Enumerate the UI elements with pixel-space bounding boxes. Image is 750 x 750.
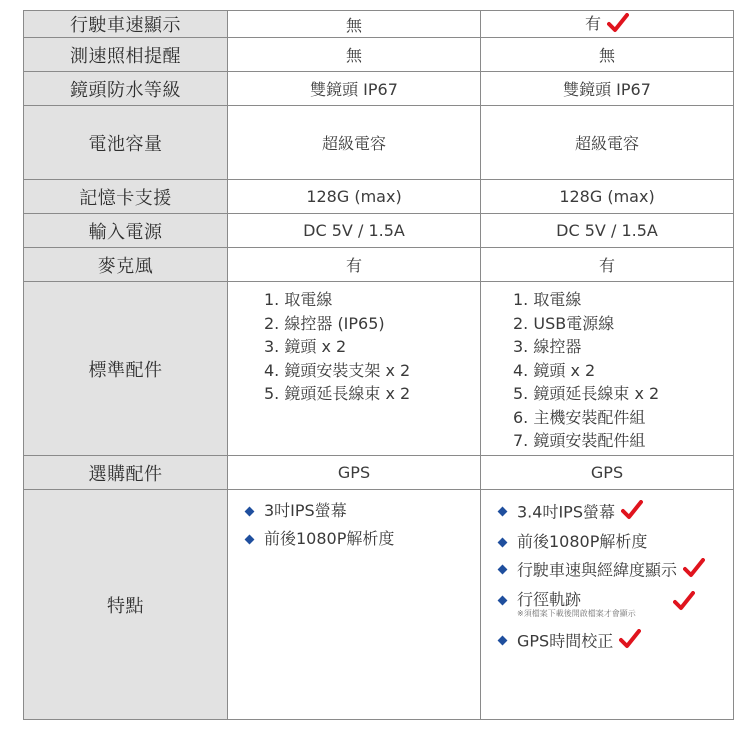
- mid-speed-camera: 無: [228, 38, 481, 72]
- feature-item: [244, 500, 480, 522]
- check-icon: [621, 500, 643, 526]
- diamond-bullet-icon: [498, 565, 508, 575]
- mid-mic: 有: [228, 248, 481, 282]
- mid-memory: 128G (max): [228, 180, 481, 214]
- feature-text: 行徑軌跡: [517, 590, 582, 609]
- check-icon: [673, 591, 695, 617]
- right-mic: 有: [481, 248, 734, 282]
- feature-text: 行駛車速與經緯度顯示: [517, 560, 678, 580]
- label-standard-accessories: 標準配件: [24, 282, 228, 456]
- mid-waterproof: 雙鏡頭 IP67: [228, 72, 481, 106]
- list-item: 7. 鏡頭安裝配件組: [513, 431, 646, 450]
- list-item: 3. 線控器: [513, 337, 582, 356]
- right-speed-display: 有: [584, 14, 601, 34]
- row-speed-camera: [24, 38, 734, 72]
- list-item: 5. 鏡頭延長線束 x 2: [264, 384, 411, 403]
- row-optional-accessories: [24, 456, 734, 490]
- feature-item: [497, 629, 733, 655]
- spec-comparison-table: [23, 10, 734, 720]
- row-mic: [24, 248, 734, 282]
- feature-text: 3吋IPS螢幕: [264, 501, 347, 520]
- label-features: 特點: [24, 490, 228, 720]
- mid-accessory-list: [264, 282, 480, 406]
- feature-item: [497, 558, 733, 584]
- list-item: 2. 線控器 (IP65): [264, 313, 385, 333]
- right-features: [481, 490, 734, 720]
- row-features: [24, 490, 734, 720]
- feature-text: 前後1080P解析度: [264, 529, 395, 548]
- label-mic: 麥克風: [24, 248, 228, 282]
- list-item: 1. 取電線: [513, 290, 582, 309]
- mid-standard-accessories: [228, 282, 481, 456]
- mid-features: [228, 490, 481, 720]
- label-battery: 電池容量: [24, 106, 228, 180]
- row-speed-display: [24, 11, 734, 38]
- feature-text: 前後1080P解析度: [517, 532, 648, 551]
- feature-text: GPS時間校正: [517, 631, 614, 651]
- list-item: 4. 鏡頭安裝支架 x 2: [264, 360, 411, 380]
- right-speed-display-cell: [481, 11, 734, 38]
- diamond-bullet-icon: [498, 596, 508, 606]
- diamond-bullet-icon: [245, 535, 255, 545]
- check-icon: [607, 13, 629, 37]
- right-memory: 128G (max): [481, 180, 734, 214]
- row-standard-accessories: [24, 282, 734, 456]
- right-battery: 超級電容: [481, 106, 734, 180]
- list-item: 4. 鏡頭 x 2: [513, 360, 596, 380]
- right-speed-camera: 無: [481, 38, 734, 72]
- right-standard-accessories: [481, 282, 734, 456]
- label-optional-accessories: 選購配件: [24, 456, 228, 490]
- right-optional-accessories: GPS: [481, 456, 734, 490]
- check-icon: [683, 558, 705, 584]
- right-power: DC 5V / 1.5A: [481, 214, 734, 248]
- row-memory: [24, 180, 734, 214]
- label-memory: 記憶卡支援: [24, 180, 228, 214]
- right-feature-list: [481, 490, 733, 655]
- label-speed-camera: 測速照相提醒: [24, 38, 228, 72]
- list-item: 1. 取電線: [264, 290, 333, 309]
- diamond-bullet-icon: [498, 636, 508, 646]
- label-speed-display: 行駛車速顯示: [24, 11, 228, 38]
- row-power: [24, 214, 734, 248]
- right-accessory-list: [513, 282, 733, 453]
- right-waterproof: 雙鏡頭 IP67: [481, 72, 734, 106]
- mid-battery: 超級電容: [228, 106, 481, 180]
- list-item: 6. 主機安裝配件組: [513, 407, 646, 427]
- feature-text: 3.4吋IPS螢幕: [517, 502, 615, 522]
- label-power: 輸入電源: [24, 214, 228, 248]
- row-waterproof: [24, 72, 734, 106]
- feature-item: [244, 528, 480, 550]
- mid-speed-display: 無: [228, 11, 481, 38]
- check-icon: [619, 629, 641, 655]
- feature-item: [497, 500, 733, 526]
- mid-power: DC 5V / 1.5A: [228, 214, 481, 248]
- row-battery: [24, 106, 734, 180]
- diamond-bullet-icon: [498, 507, 508, 517]
- list-item: 3. 鏡頭 x 2: [264, 337, 347, 356]
- feature-item: [497, 589, 733, 619]
- diamond-bullet-icon: [245, 507, 255, 517]
- list-item: 2. USB電源線: [513, 313, 615, 333]
- label-waterproof: 鏡頭防水等級: [24, 72, 228, 106]
- list-item: 5. 鏡頭延長線束 x 2: [513, 384, 660, 403]
- feature-item: [497, 531, 733, 553]
- diamond-bullet-icon: [498, 538, 508, 548]
- mid-feature-list: [228, 490, 480, 550]
- feature-note: ※須檔案下載後開啟檔案才會顯示: [517, 609, 636, 618]
- mid-optional-accessories: GPS: [228, 456, 481, 490]
